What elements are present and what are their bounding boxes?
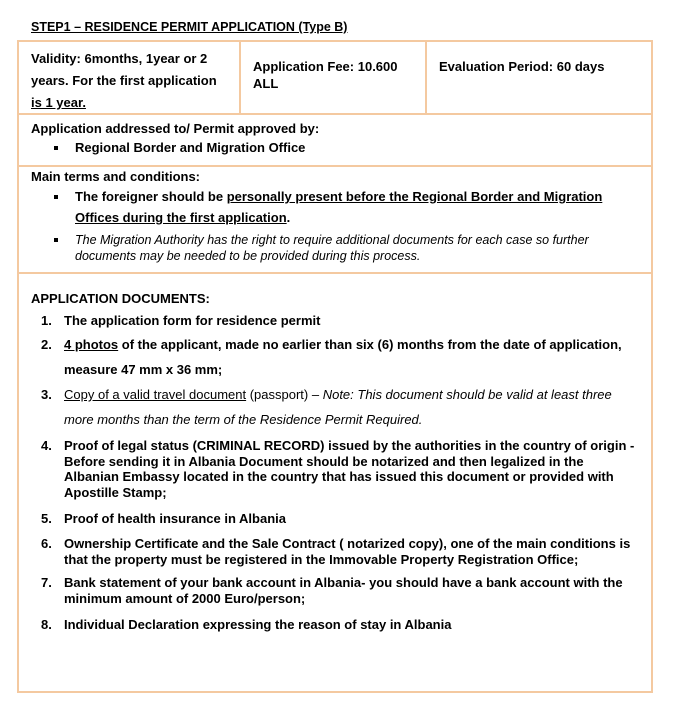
- item-number: 7.: [41, 575, 52, 590]
- documents-list: [31, 310, 639, 636]
- list-item: [53, 186, 639, 228]
- term-2: The Migration Authority has the right to require additional documents for each case so further documents may be needed to be provided during this process.: [75, 233, 589, 263]
- terms-section: [17, 165, 653, 274]
- validity-first-application: is 1 year.: [31, 95, 86, 110]
- item-number: 1.: [41, 313, 52, 328]
- list-item: [41, 508, 639, 530]
- addressed-list: [31, 137, 639, 159]
- item-underlined: Copy of a valid travel document: [64, 387, 247, 402]
- item-text: Proof of legal status (CRIMINAL RECORD) issued by the authorities in the country of origin - Before sending it in Albania Document should be notarized and then legalized in the Albanian Embassy located in the country that has issued this document or provided with Apostille Stamp;: [64, 438, 635, 500]
- list-item: [41, 382, 639, 432]
- addressed-section: [17, 113, 653, 167]
- page-title: STEP1 – RESIDENCE PERMIT APPLICATION (Type B): [31, 20, 348, 34]
- validity-text: Validity: 6months, 1year or 2 years. For the first application: [31, 51, 217, 88]
- item-number: 5.: [41, 511, 52, 526]
- term-1-prefix: The foreigner should be: [75, 189, 227, 204]
- item-underlined: 4 photos: [64, 337, 119, 352]
- item-text: Bank statement of your bank account in Albania- you should have a bank account with the minimum amount of 2000 Euro/person;: [64, 575, 623, 606]
- terms-list: [31, 186, 639, 264]
- list-item: [53, 137, 639, 159]
- validity-cell: [19, 42, 241, 113]
- application-fee: Application Fee: 10.600 ALL: [253, 59, 398, 91]
- item-text: Ownership Certificate and the Sale Contract ( notarized copy), one of the main conditions is that the property must be registered in the Immovable Property Registration Office;: [64, 536, 631, 567]
- list-item: [41, 310, 639, 332]
- evaluation-cell: [427, 42, 651, 113]
- list-item: [41, 332, 639, 382]
- item-number: 2.: [41, 337, 52, 352]
- summary-row: [17, 40, 653, 115]
- item-text: (passport) –: [246, 387, 323, 402]
- item-text: Individual Declaration expressing the reason of stay in Albania: [64, 617, 452, 632]
- list-item: [41, 614, 639, 636]
- item-number: 3.: [41, 387, 52, 402]
- list-item: [41, 438, 639, 500]
- list-item: [41, 536, 639, 567]
- list-item: [41, 575, 639, 606]
- item-note: Note: This document should be valid at least three more months than the term of the Residence Permit Required.: [64, 387, 612, 427]
- item-text: Proof of health insurance in Albania: [64, 511, 286, 526]
- item-number: 6.: [41, 536, 52, 551]
- terms-heading: Main terms and conditions:: [31, 169, 201, 184]
- addressed-heading: Application addressed to/ Permit approved by:: [31, 121, 320, 136]
- item-number: 8.: [41, 617, 52, 632]
- term-1-suffix: .: [286, 210, 291, 225]
- item-text: The application form for residence permit: [64, 313, 321, 328]
- item-number: 4.: [41, 438, 52, 453]
- documents-section: [17, 272, 653, 693]
- term-1-underlined: personally present before the Regional Border and Migration Offices during the first application: [75, 189, 603, 225]
- fee-cell: [241, 42, 427, 113]
- office-name: Regional Border and Migration Office: [75, 140, 306, 155]
- documents-heading: APPLICATION DOCUMENTS:: [31, 291, 210, 306]
- item-text: of the applicant, made no earlier than six (6) months from the date of application, measure 47 mm x 36 mm;: [64, 337, 622, 377]
- list-item: [53, 232, 639, 264]
- evaluation-period: Evaluation Period: 60 days: [439, 59, 605, 74]
